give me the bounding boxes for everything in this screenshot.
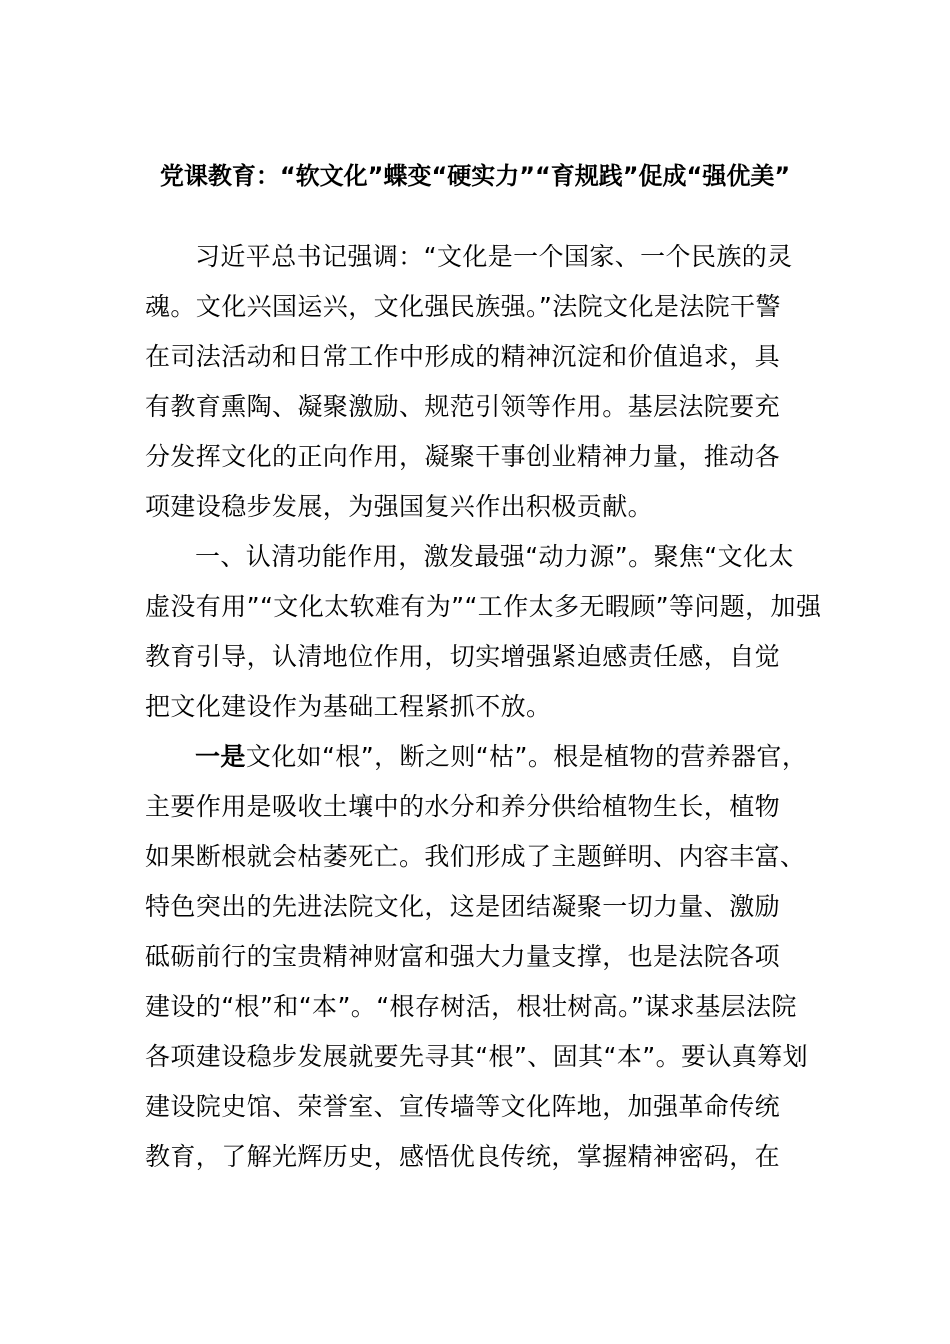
paragraph-3-line-6: 建设的“根”和“本”。“根存树活，根壮树高。”谋求基层法院: [145, 992, 797, 1021]
paragraph-1-line-4: 有教育熏陶、凝聚激励、规范引领等作用。基层法院要充: [145, 392, 781, 421]
paragraph-3-lead: 一是: [195, 742, 246, 771]
paragraph-3-line-7: 各项建设稳步发展就要先寻其“根”、固其“本”。要认真筹划: [145, 1042, 809, 1071]
document-title: 党课教育：“软文化”蝶变“硬实力”“育规践”促成“强优美”: [159, 162, 791, 190]
paragraph-1-line-6: 项建设稳步发展，为强国复兴作出积极贡献。: [145, 492, 654, 521]
paragraph-2-line-3: 教育引导，认清地位作用，切实增强紧迫感责任感，自觉: [145, 642, 781, 671]
paragraph-3-line-4: 特色突出的先进法院文化，这是团结凝聚一切力量、激励: [145, 892, 781, 921]
paragraph-3-line-2: 主要作用是吸收土壤中的水分和养分供给植物生长，植物: [145, 792, 781, 821]
paragraph-3-line-1: [145, 732, 808, 782]
paragraph-1-line-1: 习近平总书记强调：“文化是一个国家、一个民族的灵: [195, 242, 793, 271]
paragraph-1-line-5: 分发挥文化的正向作用，凝聚干事创业精神力量，推动各: [145, 442, 781, 471]
paragraph-2-line-2: 虚没有用”“文化太软难有为”“工作太多无暇顾”等问题，加强: [145, 592, 822, 621]
paragraph-1-line-3: 在司法活动和日常工作中形成的精神沉淀和价值追求，具: [145, 342, 781, 371]
paragraph-1-line-2: 魂。文化兴国运兴，文化强民族强。”法院文化是法院干警: [145, 292, 781, 321]
paragraph-3-line-5: 砥砺前行的宝贵精神财富和强大力量支撑，也是法院各项: [145, 942, 781, 971]
paragraph-2-line-1: 一、认清功能作用，激发最强“动力源”。聚焦“文化太: [195, 542, 794, 571]
paragraph-3-line-1-text: 文化如“根”，断之则“枯”。根是植物的营养器官，: [245, 742, 808, 771]
paragraph-3-line-8: 建设院史馆、荣誉室、宣传墙等文化阵地，加强革命传统: [145, 1092, 781, 1121]
paragraph-3-line-3: 如果断根就会枯萎死亡。我们形成了主题鲜明、内容丰富、: [145, 842, 806, 871]
paragraph-2-line-4: 把文化建设作为基础工程紧抓不放。: [145, 692, 552, 721]
document-body: [145, 232, 822, 1182]
paragraph-3-line-9: 教育，了解光辉历史，感悟优良传统，掌握精神密码，在: [145, 1142, 781, 1171]
